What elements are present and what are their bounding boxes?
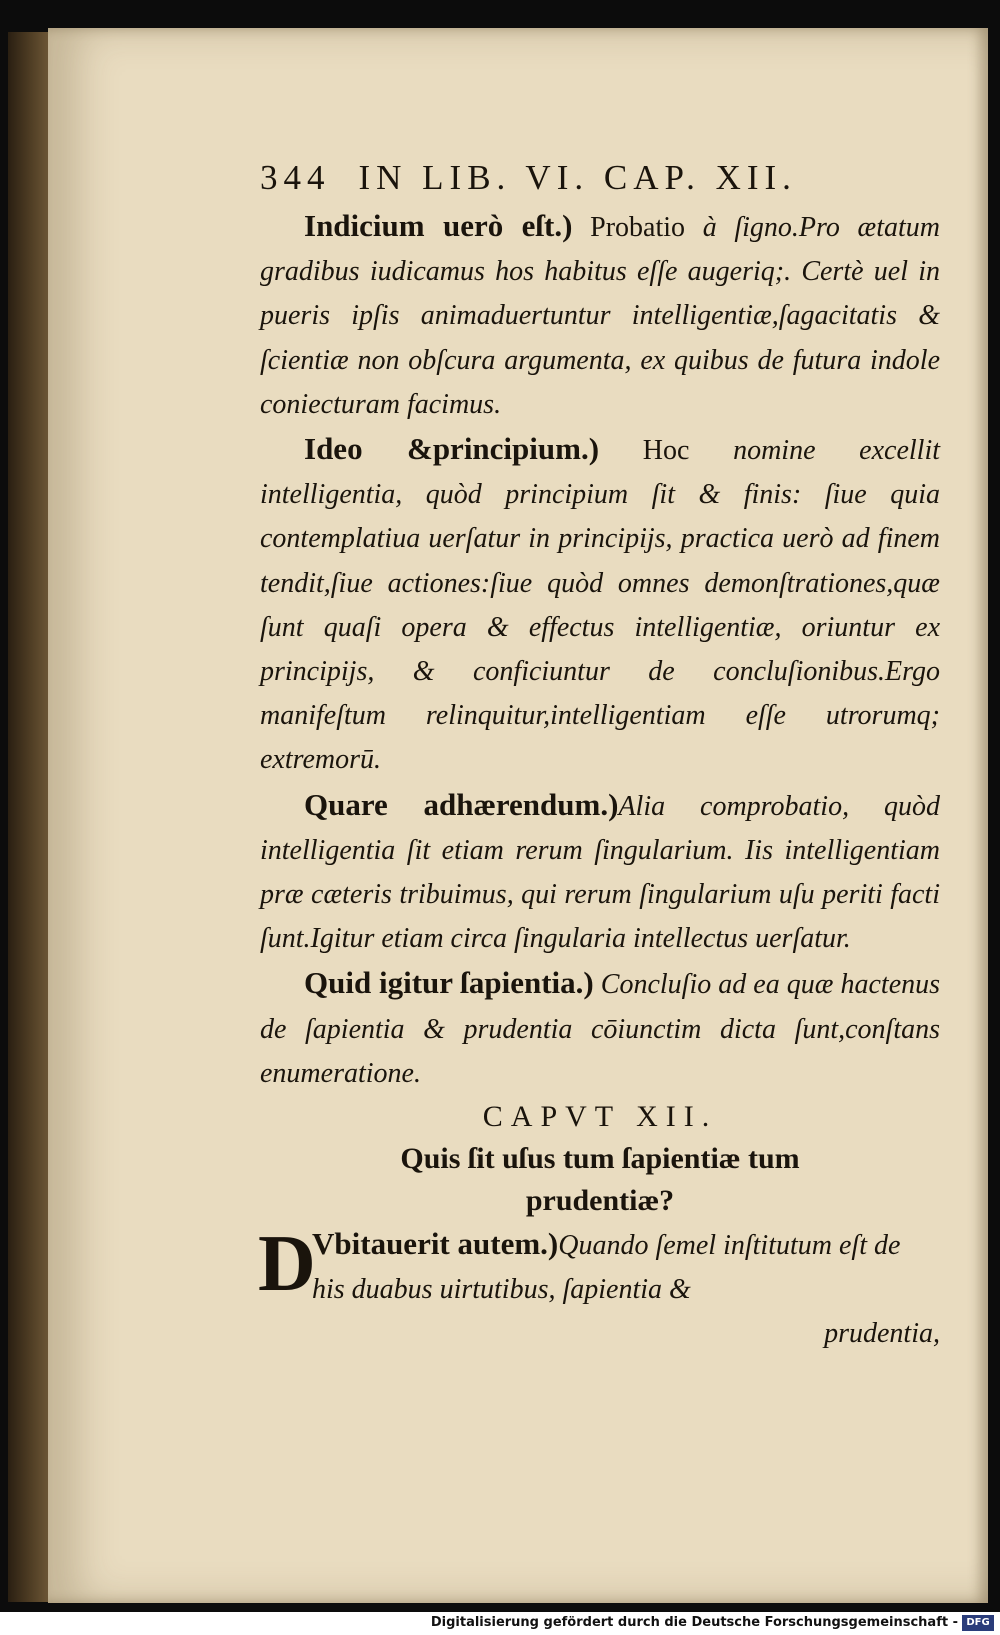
paragraph-1-plain: Probatio	[572, 212, 703, 243]
footer-credit: Digitalisierung gefördert durch die Deutsche Forschungsgemeinschaft -	[430, 1615, 958, 1630]
paragraph-3-text: Alia comprobatio, quòd intelligentia ſit etiam rerum ſingularium. Iis intelligentiam præ cæteris tribuimus, qui rerum ſingularium uſu periti facti ſunt.Igitur etiam circa ſingularia intellectus uerſatur.	[260, 790, 940, 955]
paragraph-2-plain: Hoc	[599, 435, 734, 467]
paragraph-1	[260, 204, 940, 427]
running-head-title: IN LIB. VI. CAP. XII.	[358, 158, 797, 197]
lemma-2: Ideo &principium.)	[304, 431, 600, 467]
chapter-title-line-1: Quis ſit uſus tum ſapientiæ tum	[400, 1142, 800, 1176]
paragraph-3	[260, 783, 940, 962]
lemma-1: Indicium uerò eſt.)	[304, 208, 573, 243]
scanned-page	[48, 28, 988, 1603]
lemma-4: Quid igitur ſapientia.)	[304, 965, 594, 1001]
paragraph-4	[260, 961, 940, 1096]
paragraph-4-plain	[594, 969, 601, 1000]
drop-cap: D	[258, 1220, 316, 1309]
page-number: 344	[260, 158, 331, 197]
paragraph-2	[260, 427, 940, 783]
paragraph-1-text: à ſigno.Pro ætatum gradibus iudicamus hos habitus eſſe augeriq;. Certè uel in pueris ipſis animaduertuntur intelligentiæ,ſagacitatis & ſcientiæ non obſcura argumenta, ex quibus de futura indole coniecturam facimus.	[260, 212, 940, 420]
running-head	[260, 158, 940, 198]
paragraph-4-text: Concluſio ad ea quæ hactenus de ſapientia & prudentia cōiunctim dicta ſunt,conſtans enumeratione.	[260, 969, 941, 1089]
text-block	[260, 158, 940, 1356]
chapter-heading: CAPVT XII.	[482, 1100, 718, 1134]
final-paragraph-text: Quando ſemel inſtitutum eſt de his duabus uirtutibus, ſapientia &	[312, 1230, 901, 1306]
paragraph-2-text: nomine excellit intelligentia, quòd principium ſit & finis: ſiue quia contemplatiua uerſatur in principijs, practica uerò ad finem tendit,ſiue actiones:ſiue quòd omnes demonſtrationes,quæ ſunt quaſi opera & effectus intelligentiæ, oriuntur ex principijs, & conficiuntur de concluſionibus.Ergo manifeſtum relinquitur,intelligentiam eſſe utrorumq; extremorū.	[260, 435, 940, 776]
lemma-3: Quare adhærendum.)	[304, 786, 619, 822]
chapter-title-line-2: prudentiæ?	[525, 1184, 675, 1218]
dfg-logo: DFG	[962, 1615, 994, 1631]
final-paragraph	[260, 1222, 940, 1312]
lemma-5: Vbitauerit autem.)	[312, 1226, 559, 1262]
catchword: prudentia,	[824, 1318, 940, 1350]
footer-bar	[0, 1612, 1000, 1635]
